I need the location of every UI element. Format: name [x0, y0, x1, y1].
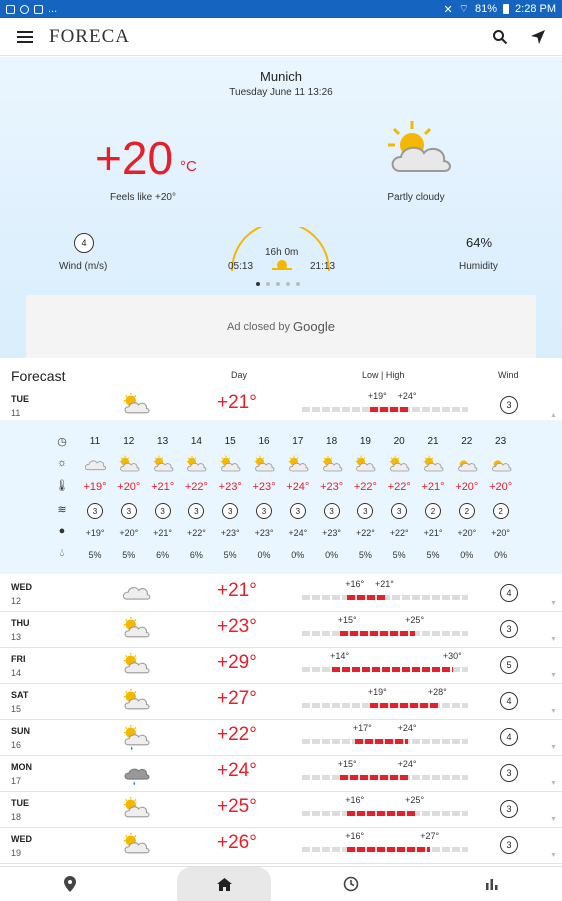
forecast-day-temp: +27°: [217, 688, 257, 709]
hour-feels-like: +21°: [153, 528, 173, 538]
temperature-range-bar: [302, 703, 468, 708]
partly-cloudy-icon: [387, 455, 411, 475]
ad-closed-text: Ad closed by: [227, 320, 291, 333]
hour-label: 11: [89, 436, 101, 447]
hour-temp: +23°: [218, 481, 242, 493]
wind-indicator: 3: [500, 764, 518, 782]
forecast-date: 11: [11, 408, 21, 418]
hour-feels-like: +19°: [85, 528, 105, 538]
low-temp: +15°: [337, 759, 357, 769]
hour-wind: 3: [87, 503, 103, 519]
forecast-row[interactable]: [0, 792, 562, 828]
hour-precip: 5%: [392, 550, 406, 560]
high-temp: +25°: [405, 615, 425, 625]
nav-charts[interactable]: [445, 867, 539, 901]
ad-placeholder: [26, 295, 536, 358]
hour-feels-like: +22°: [355, 528, 375, 538]
forecast-row[interactable]: [0, 720, 562, 756]
partly-cloudy-icon: [151, 455, 175, 475]
temperature-range-bar: [302, 667, 468, 672]
hour-wind: 2: [425, 503, 441, 519]
nav-locations[interactable]: [23, 867, 117, 901]
temperature-range-bar: [302, 631, 468, 636]
clock-icon: ◷: [57, 435, 67, 448]
hour-feels-like: +23°: [254, 528, 274, 538]
status-bar: [0, 0, 562, 18]
forecast-row[interactable]: [0, 828, 562, 864]
hour-label: 23: [495, 436, 507, 447]
cloudy-icon: [121, 580, 151, 606]
expand-chevron-icon[interactable]: ▼: [550, 780, 557, 787]
forecast-date: 14: [11, 668, 22, 678]
hour-temp: +23°: [320, 481, 344, 493]
low-temp: +16°: [345, 795, 365, 805]
rain-partly-icon: [121, 724, 151, 750]
partly-cloudy-icon: [121, 392, 151, 418]
expand-chevron-icon[interactable]: ▼: [550, 672, 557, 679]
page-indicator[interactable]: [256, 282, 300, 286]
hour-label: 21: [427, 436, 439, 447]
forecast-day: TUE: [11, 394, 29, 404]
bottom-navigation: [0, 866, 562, 900]
forecast-row[interactable]: [0, 648, 562, 684]
forecast-day: THU: [11, 618, 30, 628]
forecast-row[interactable]: [0, 576, 562, 612]
hour-feels-like: +23°: [220, 528, 240, 538]
low-temp: +19°: [367, 687, 387, 697]
hour-precip: 5%: [223, 550, 237, 560]
low-temp: +16°: [345, 831, 365, 841]
temperature-range-bar: [302, 595, 468, 600]
hour-label: 13: [157, 436, 169, 447]
hour-temp: +22°: [353, 481, 377, 493]
high-temp: +21°: [375, 579, 394, 589]
nav-home[interactable]: [177, 867, 271, 901]
forecast-date: 17: [11, 776, 22, 786]
partly-cloudy-icon: [421, 455, 445, 475]
hour-temp: +22°: [387, 481, 411, 493]
hour-feels-like: +20°: [457, 528, 477, 538]
flipboard-icon: [34, 5, 43, 14]
high-temp: +27°: [420, 831, 440, 841]
expand-chevron-icon[interactable]: ▼: [550, 708, 557, 715]
expand-chevron-icon[interactable]: ▲: [550, 412, 557, 419]
high-temp: +24°: [397, 759, 417, 769]
partly-cloudy-icon: [121, 796, 151, 822]
hour-feels-like: +24°: [288, 528, 308, 538]
hour-wind: 2: [493, 503, 509, 519]
hour-label: 18: [326, 436, 338, 447]
forecast-day: SAT: [11, 690, 29, 700]
gallery-icon: [6, 5, 15, 14]
partly-cloudy-icon: [121, 832, 151, 858]
current-temperature: +20: [95, 132, 174, 184]
thermometer-icon: 🌡︎: [55, 479, 69, 492]
hour-precip: 0%: [460, 550, 474, 560]
forecast-day-temp: +21°: [217, 580, 257, 601]
feels-like: Feels like +20°: [110, 192, 176, 203]
temperature-unit: °C: [180, 158, 197, 175]
hour-feels-like: +22°: [186, 528, 206, 538]
hour-temp: +20°: [489, 481, 513, 493]
google-logo: Google: [293, 319, 335, 334]
low-temp: +19°: [367, 391, 387, 401]
forecast-day: WED: [11, 582, 32, 592]
forecast-row[interactable]: [0, 612, 562, 648]
hour-label: 20: [393, 436, 405, 447]
hour-precip: 0%: [494, 550, 508, 560]
foreca-logo: FORECA: [49, 25, 130, 47]
forecast-day-temp: +25°: [217, 796, 257, 817]
wind-indicator: 4: [74, 233, 94, 253]
forecast-row[interactable]: [0, 756, 562, 792]
forecast-row-today[interactable]: [0, 388, 562, 420]
hour-feels-like: +22°: [389, 528, 409, 538]
wind-indicator: 3: [500, 836, 518, 854]
humidity-label: Humidity: [459, 261, 498, 272]
high-temp: +24°: [397, 723, 417, 733]
forecast-date: 12: [11, 596, 22, 606]
battery-icon: [503, 4, 509, 14]
current-weather: [0, 57, 562, 358]
low-temp: +16°: [345, 579, 365, 589]
clock: 2:28 PM: [515, 3, 556, 15]
forecast-date: 15: [11, 704, 22, 714]
expand-chevron-icon[interactable]: ▼: [550, 600, 557, 607]
lowhigh-column-header: Low | High: [362, 370, 405, 380]
condition-text: Partly cloudy: [387, 192, 445, 203]
forecast-row[interactable]: [0, 684, 562, 720]
hourly-forecast: [0, 420, 562, 574]
precipitation-icon: 💧︎: [59, 546, 65, 559]
sunrise-time: 05:13: [228, 261, 254, 272]
forecast-day-temp: +21°: [217, 392, 257, 413]
expand-chevron-icon[interactable]: ▼: [550, 744, 557, 751]
high-temp: +25°: [405, 795, 425, 805]
wind-indicator: 4: [500, 728, 518, 746]
hour-precip: 0%: [325, 550, 339, 560]
partly-cloudy-icon: [320, 455, 344, 475]
hour-temp: +23°: [252, 481, 276, 493]
sync-icon: [20, 5, 29, 14]
person-icon: ●: [58, 525, 66, 537]
current-datetime: Tuesday June 11 13:26: [229, 87, 333, 98]
wind-indicator: 3: [500, 620, 518, 638]
forecast-day: SUN: [11, 726, 31, 736]
expand-chevron-icon[interactable]: ▼: [550, 636, 557, 643]
hour-precip: 6%: [156, 550, 170, 560]
partly-cloudy-icon: [121, 616, 151, 642]
forecast-day-temp: +26°: [217, 832, 257, 853]
forecast-title: Forecast: [11, 368, 66, 384]
hour-wind: 3: [324, 503, 340, 519]
hour-label: 15: [224, 436, 236, 447]
hour-wind: 3: [391, 503, 407, 519]
sunset-time: 21:13: [310, 261, 336, 272]
hour-temp: +24°: [286, 481, 310, 493]
forecast-day-temp: +23°: [217, 616, 257, 637]
more-notifications: ...: [48, 3, 58, 15]
hour-wind: 3: [256, 503, 272, 519]
hour-temp: +20°: [455, 481, 479, 493]
temperature-range-bar: [302, 811, 468, 816]
hour-precip: 5%: [358, 550, 372, 560]
partly-cloudy-icon: [353, 455, 377, 475]
weather-symbol-icon: ☼: [56, 457, 68, 469]
hour-feels-like: +21°: [423, 528, 443, 538]
partly-cloudy-icon: [382, 119, 454, 179]
wind-label: Wind (m/s): [59, 261, 108, 272]
hour-wind: 2: [459, 503, 475, 519]
hour-temp: +21°: [421, 481, 445, 493]
nav-history[interactable]: [304, 867, 398, 901]
low-temp: +15°: [337, 615, 357, 625]
partly-cloudy-icon: [117, 455, 141, 475]
hour-label: 22: [461, 436, 473, 447]
expand-chevron-icon[interactable]: ▼: [550, 816, 557, 823]
hour-feels-like: +23°: [322, 528, 342, 538]
home-icon: [217, 878, 232, 891]
cloudy-icon: [83, 455, 107, 475]
rain-icon: [121, 760, 151, 786]
mute-icon: ✕: [443, 3, 453, 16]
day-column-header: Day: [231, 370, 248, 380]
hour-label: 17: [292, 436, 304, 447]
location-pin-icon: [64, 876, 76, 892]
forecast-day: TUE: [11, 798, 29, 808]
hour-feels-like: +20°: [119, 528, 139, 538]
battery-level: 81%: [475, 3, 498, 15]
temperature-range-bar: [302, 739, 468, 744]
expand-chevron-icon[interactable]: ▼: [550, 852, 557, 859]
hour-precip: 5%: [122, 550, 136, 560]
forecast-header: [0, 358, 562, 388]
forecast-date: 18: [11, 812, 22, 822]
low-temp: +17°: [352, 723, 372, 733]
forecast-day-temp: +22°: [217, 724, 257, 745]
hour-precip: 0%: [291, 550, 305, 560]
wind-icon: ≋: [57, 503, 67, 516]
hour-temp: +20°: [117, 481, 141, 493]
bar-chart-icon: [485, 878, 499, 890]
wind-indicator: 4: [500, 692, 518, 710]
wifi-icon: ⌔: [458, 3, 469, 15]
forecast-day: MON: [11, 762, 32, 772]
hour-precip: 5%: [426, 550, 440, 560]
hour-precip: 0%: [257, 550, 271, 560]
high-temp: +28°: [427, 687, 447, 697]
forecast-day-temp: +24°: [217, 760, 257, 781]
partly-cloudy-icon: [252, 455, 276, 475]
wind-indicator: 3: [500, 396, 518, 414]
temperature-range-bar: [302, 775, 468, 780]
clock-icon: [343, 876, 359, 892]
wind-indicator: 4: [500, 584, 518, 602]
wind-indicator: 5: [500, 656, 518, 674]
hour-label: 16: [258, 436, 270, 447]
high-temp: +30°: [442, 651, 462, 661]
hour-wind: 3: [121, 503, 137, 519]
day-length: 16h 0m: [265, 247, 299, 258]
forecast-date: 19: [11, 848, 22, 858]
hour-label: 12: [123, 436, 135, 447]
menu-icon[interactable]: [17, 31, 33, 43]
wind-indicator: 3: [500, 800, 518, 818]
hour-temp: +21°: [151, 481, 175, 493]
partly-cloudy-icon: [184, 455, 208, 475]
hour-wind: 3: [188, 503, 204, 519]
hour-wind: 3: [357, 503, 373, 519]
city-name: Munich: [260, 69, 302, 84]
location-arrow-icon[interactable]: [530, 29, 546, 45]
hour-wind: 3: [155, 503, 171, 519]
partly-cloudy-evening-icon: [489, 455, 513, 475]
high-temp: +24°: [397, 391, 417, 401]
low-temp: +14°: [330, 651, 350, 661]
partly-cloudy-evening-icon: [455, 455, 479, 475]
forecast-date: 13: [11, 632, 22, 642]
wind-column-header: Wind: [498, 370, 519, 380]
forecast-day: FRI: [11, 654, 26, 664]
partly-cloudy-icon: [121, 688, 151, 714]
partly-cloudy-icon: [286, 455, 310, 475]
humidity-value: 64%: [466, 235, 493, 250]
hour-temp: +19°: [83, 481, 107, 493]
partly-cloudy-icon: [121, 652, 151, 678]
hour-wind: 3: [290, 503, 306, 519]
app-bar: [0, 18, 562, 56]
hour-label: 14: [190, 436, 202, 447]
temperature-range-bar: [302, 847, 468, 852]
hour-label: 19: [359, 436, 371, 447]
hour-feels-like: +20°: [491, 528, 511, 538]
hour-precip: 5%: [88, 550, 102, 560]
forecast-date: 16: [11, 740, 22, 750]
search-icon[interactable]: [492, 29, 508, 45]
hour-wind: 3: [222, 503, 238, 519]
temperature-range-bar: [302, 407, 468, 412]
forecast-day-temp: +29°: [217, 652, 257, 673]
hour-precip: 6%: [189, 550, 203, 560]
partly-cloudy-icon: [218, 455, 242, 475]
forecast-day: WED: [11, 834, 32, 844]
hour-temp: +22°: [184, 481, 208, 493]
